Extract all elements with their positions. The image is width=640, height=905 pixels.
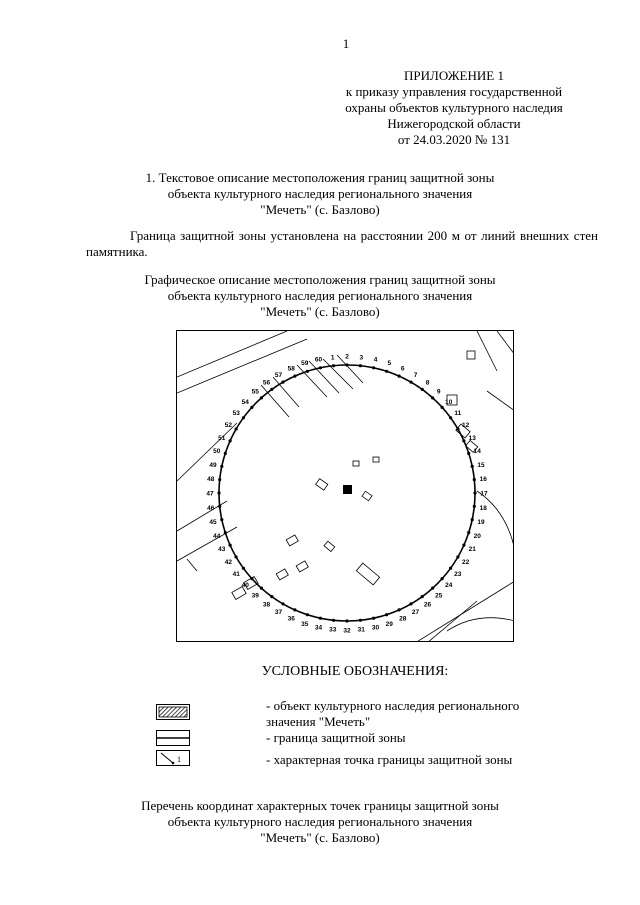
legend-title: УСЛОВНЫЕ ОБОЗНАЧЕНИЯ:	[261, 664, 449, 679]
boundary-point-label: 3	[359, 354, 364, 362]
boundary-point	[471, 518, 474, 521]
boundary-point-label: 31	[357, 626, 365, 634]
boundary-point	[372, 366, 375, 369]
boundary-point-label: 18	[479, 504, 487, 512]
boundary-point	[398, 608, 401, 611]
boundary-point-label: 38	[262, 601, 271, 609]
boundary-point-label: 56	[262, 379, 271, 387]
boundary-point	[359, 364, 362, 367]
boundary-point	[431, 587, 434, 590]
boundary-point	[224, 452, 227, 455]
appendix-line: от 24.03.2020 № 131	[397, 132, 511, 147]
appendix-line: к приказу управления государственной	[345, 84, 563, 99]
boundary-point	[385, 613, 388, 616]
legend-line: значения "Мечеть"	[266, 714, 371, 729]
boundary-point	[293, 375, 296, 378]
boundary-point-label: 50	[213, 448, 221, 456]
boundary-point	[467, 531, 470, 534]
legend-item-monument	[266, 698, 519, 730]
boundary-point	[218, 505, 221, 508]
title-line: "Мечеть" (с. Базлово)	[260, 830, 380, 845]
boundary-point-label: 55	[251, 388, 259, 396]
boundary-point	[242, 567, 245, 570]
boundary-point-label: 1	[330, 354, 335, 362]
boundary-point-label: 22	[461, 559, 470, 566]
boundary-point-label: 25	[435, 592, 443, 600]
boundary-point	[281, 381, 284, 384]
paragraph-line: памятника.	[86, 244, 148, 259]
boundary-point-label: 53	[232, 410, 240, 417]
boundary-point	[409, 381, 412, 384]
title-line: объекта культурного наследия регионального значения	[167, 288, 473, 303]
boundary-point	[456, 555, 459, 558]
boundary-point	[385, 370, 388, 373]
title-line: "Мечеть" (с. Базлово)	[260, 202, 380, 217]
boundary-point-label: 45	[209, 519, 217, 526]
boundary-point	[217, 491, 220, 494]
boundary-point	[260, 587, 263, 590]
boundary-point-label: 7	[413, 371, 418, 379]
boundary-point	[235, 555, 238, 558]
boundary-point	[218, 478, 221, 481]
boundary-point	[220, 465, 223, 468]
boundary-point	[332, 364, 335, 367]
boundary-point-label: 29	[385, 620, 393, 628]
boundary-point-label: 21	[468, 546, 476, 554]
boundary-point-label: 2	[345, 353, 349, 361]
map-buildings	[232, 351, 478, 599]
boundary-point-label: 9	[436, 388, 441, 396]
boundary-point-label: 26	[423, 601, 432, 609]
boundary-point	[462, 544, 465, 547]
appendix-header	[300, 68, 608, 148]
legend-item-point	[266, 752, 512, 768]
boundary-point	[306, 613, 309, 616]
boundary-point-label: 54	[241, 398, 249, 406]
boundary-point-label: 12	[461, 422, 470, 429]
boundary-point	[441, 406, 444, 409]
appendix-line: ПРИЛОЖЕНИЕ 1	[404, 68, 504, 83]
boundary-point-label: 16	[479, 476, 487, 484]
boundary-point-label: 23	[454, 571, 462, 578]
boundary-point-label: 59	[301, 360, 309, 368]
boundary-line-icon	[156, 730, 190, 746]
boundary-point-label: 36	[287, 615, 295, 623]
title-line: Графическое описание местоположения границ защитной зоны	[144, 272, 496, 287]
boundary-point	[332, 619, 335, 622]
boundary-point	[242, 416, 245, 419]
legend-item-boundary	[266, 730, 406, 746]
page-number: 1	[342, 36, 350, 51]
boundary-point	[306, 370, 309, 373]
boundary-point	[270, 388, 273, 391]
boundary-point-label: 19	[477, 519, 485, 526]
boundary-point	[449, 567, 452, 570]
title-line: 1. Текстовое описание местоположения границ защитной зоны	[145, 170, 495, 185]
boundary-point	[345, 363, 348, 366]
boundary-point-label: 8	[425, 379, 430, 387]
boundary-point	[293, 608, 296, 611]
boundary-point-label: 43	[218, 546, 226, 554]
boundary-point-label: 28	[399, 615, 407, 623]
title-line: объекта культурного наследия регионального значения	[167, 814, 473, 829]
graphic-description-title	[120, 272, 520, 320]
boundary-point	[372, 617, 375, 620]
boundary-point	[220, 518, 223, 521]
boundary-point-label: 42	[224, 559, 233, 566]
boundary-point-label: 34	[314, 624, 323, 632]
boundary-point-label: 46	[207, 504, 215, 512]
boundary-point	[441, 577, 444, 580]
paragraph-line: Граница защитной зоны установлена на расстоянии 200 м от линий внешних стен	[130, 228, 598, 243]
title-line: объекта культурного наследия регионального значения	[167, 186, 473, 201]
appendix-line: Нижегородской области	[387, 116, 521, 131]
boundary-point	[229, 439, 232, 442]
boundary-point	[471, 465, 474, 468]
boundary-point-label: 44	[213, 532, 221, 540]
boundary-point-label: 35	[301, 620, 309, 628]
boundary-point-label: 20	[473, 532, 481, 540]
boundary-point-label: 39	[251, 592, 259, 600]
boundary-point	[462, 439, 465, 442]
protection-zone-map	[176, 330, 514, 642]
boundary-point	[250, 406, 253, 409]
boundary-point	[409, 602, 412, 605]
boundary-point-label: 14	[473, 448, 481, 456]
boundary-point-label: 15	[477, 462, 485, 469]
boundary-point	[260, 396, 263, 399]
boundary-point-label: 30	[371, 624, 380, 632]
legend-line: - характерная точка границы защитной зоны	[266, 752, 513, 767]
boundary-point	[281, 602, 284, 605]
boundary-point	[421, 388, 424, 391]
boundary-point-label: 33	[329, 626, 337, 634]
boundary-point-label: 41	[232, 571, 240, 578]
boundary-point	[431, 396, 434, 399]
title-line: "Мечеть" (с. Базлово)	[260, 304, 380, 319]
boundary-point-label: 40	[241, 582, 249, 590]
boundary-point	[449, 416, 452, 419]
boundary-point	[235, 427, 238, 430]
boundary-point-label: 51	[218, 434, 226, 442]
boundary-point	[473, 491, 476, 494]
appendix-line: охраны объектов культурного наследия	[345, 100, 563, 115]
boundary-point	[319, 617, 322, 620]
boundary-point	[467, 452, 470, 455]
boundary-point	[473, 478, 476, 481]
boundary-point	[229, 544, 232, 547]
coordinates-list-title	[120, 798, 520, 846]
hatched-square-icon	[156, 704, 190, 720]
boundary-point	[359, 619, 362, 622]
boundary-paragraph	[86, 228, 598, 260]
boundary-point-label: 37	[274, 609, 283, 617]
point-icon-label: 1	[177, 755, 181, 764]
boundary-point	[270, 595, 273, 598]
boundary-point-label: 10	[445, 398, 453, 406]
monument-marker	[343, 485, 352, 494]
title-line: Перечень координат характерных точек границы защитной зоны	[141, 798, 499, 813]
legend-line: - объект культурного наследия регионального	[266, 698, 520, 713]
text-description-title	[120, 170, 520, 218]
boundary-point-label: 58	[287, 365, 295, 373]
boundary-point-label: 13	[468, 434, 476, 442]
boundary-point-label: 32	[343, 627, 351, 635]
boundary-point-label: 5	[387, 360, 392, 368]
boundary-point	[456, 427, 459, 430]
boundary-point-label: 60	[314, 356, 323, 364]
boundary-point-label: 47	[206, 490, 214, 498]
boundary-point	[398, 375, 401, 378]
boundary-point-label: 57	[274, 371, 283, 379]
boundary-point	[473, 505, 476, 508]
boundary-point-label: 27	[411, 609, 420, 617]
legend-line: - граница защитной зоны	[266, 730, 406, 745]
boundary-point-label: 4	[373, 356, 378, 364]
boundary-point	[319, 366, 322, 369]
boundary-point-label: 48	[207, 476, 215, 484]
boundary-point	[224, 531, 227, 534]
boundary-point	[421, 595, 424, 598]
boundary-point-label: 6	[400, 365, 405, 373]
boundary-point-label: 17	[480, 490, 488, 498]
boundary-point	[345, 619, 348, 622]
boundary-point-label: 11	[454, 410, 462, 417]
boundary-point	[250, 577, 253, 580]
boundary-point-label: 24	[445, 582, 453, 590]
map-drawing	[177, 331, 514, 642]
boundary-point-icon	[156, 750, 190, 766]
boundary-point-label: 52	[224, 422, 233, 429]
boundary-point-label: 49	[209, 462, 217, 469]
